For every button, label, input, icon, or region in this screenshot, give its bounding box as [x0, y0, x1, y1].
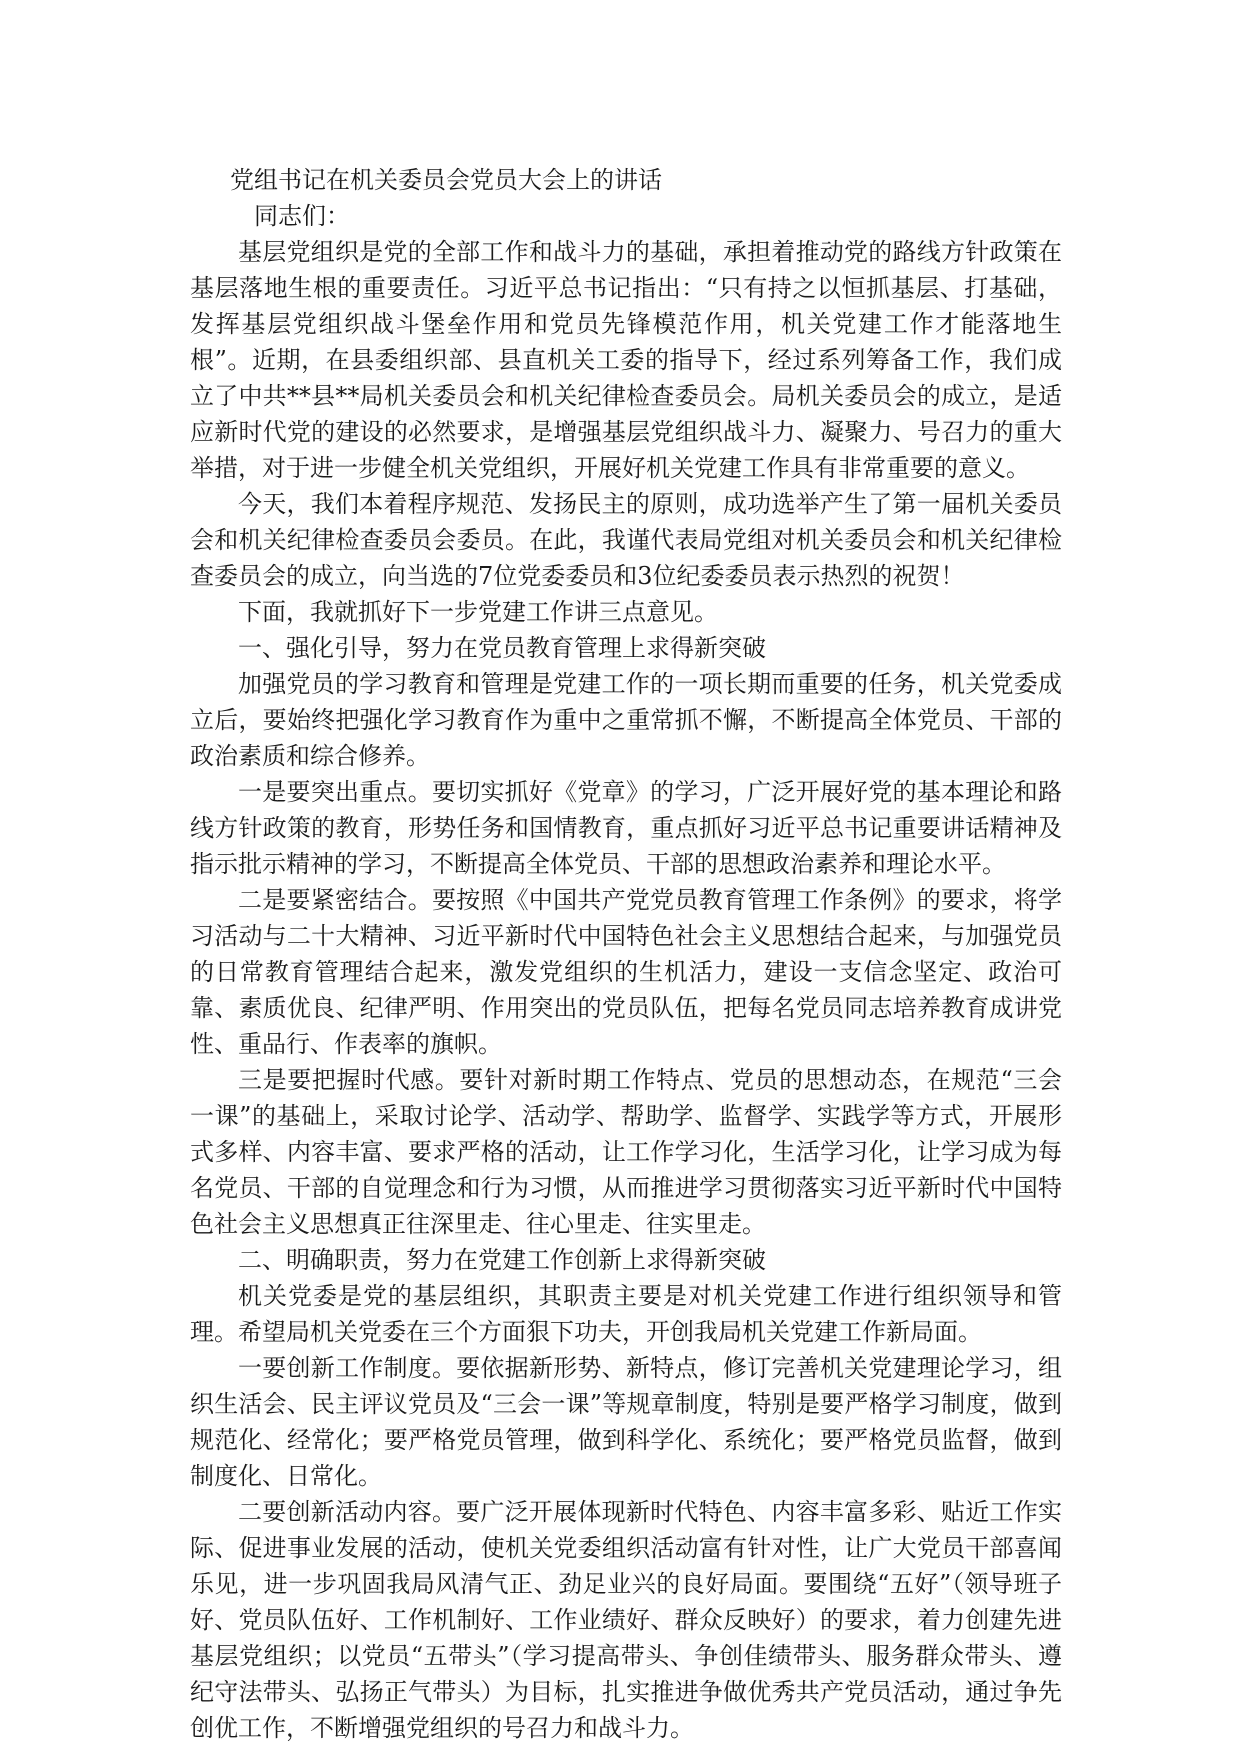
paragraph: 一是要突出重点。要切实抓好《党章》的学习，广泛开展好党的基本理论和路线方针政策的教育，形势任务和国情教育，重点抓好习近平总书记重要讲话精神及指示批示精神的学习，不断提高全体党员、干部的思想政治素养和理论水平。 — [190, 778, 1062, 878]
paragraph: 二要创新活动内容。要广泛开展体现新时代特色、内容丰富多彩、贴近工作实际、促进事业发展的活动，使机关党委组织活动富有针对性，让广大党员干部喜闻乐见，进一步巩固我局风清气正、劲足业兴的良好局面。要围绕“五好”（领导班子好、党员队伍好、工作机制好、工作业绩好、群众反映好）的要求，着力创建先进基层党组织；以党员“五带头”（学习提高带头、争创佳绩带头、服务群众带头、遵纪守法带头、弘扬正气带头）为目标，扎实推进争做优秀共产党员活动，通过争先创优工作，不断增强党组织的号召力和战斗力。 — [190, 1498, 1062, 1742]
document-page — [190, 162, 1062, 1746]
paragraph: 今天，我们本着程序规范、发扬民主的原则，成功选举产生了第一届机关委员会和机关纪律检查委员会委员。在此，我谨代表局党组对机关委员会和机关纪律检查委员会的成立，向当选的7位党委委员和3位纪委委员表示热烈的祝贺！ — [190, 490, 1062, 590]
salutation: 同志们： — [254, 202, 350, 230]
paragraph: 下面，我就抓好下一步党建工作讲三点意见。 — [238, 598, 718, 626]
section-heading: 一、强化引导，努力在党员教育管理上求得新突破 — [238, 634, 766, 662]
paragraph: 机关党委是党的基层组织，其职责主要是对机关党建工作进行组织领导和管理。希望局机关党委在三个方面狠下功夫，开创我局机关党建工作新局面。 — [190, 1282, 1062, 1346]
paragraph: 加强党员的学习教育和管理是党建工作的一项长期而重要的任务，机关党委成立后，要始终把强化学习教育作为重中之重常抓不懈，不断提高全体党员、干部的政治素质和综合修养。 — [190, 670, 1062, 770]
section-heading: 二、明确职责，努力在党建工作创新上求得新突破 — [238, 1246, 766, 1274]
paragraph: 二是要紧密结合。要按照《中国共产党党员教育管理工作条例》的要求，将学习活动与二十大精神、习近平新时代中国特色社会主义思想结合起来，与加强党员的日常教育管理结合起来，激发党组织的生机活力，建设一支信念坚定、政治可靠、素质优良、纪律严明、作用突出的党员队伍，把每名党员同志培养教育成讲党性、重品行、作表率的旗帜。 — [190, 886, 1062, 1058]
paragraph: 基层党组织是党的全部工作和战斗力的基础，承担着推动党的路线方针政策在基层落地生根的重要责任。习近平总书记指出：“只有持之以恒抓基层、打基础，发挥基层党组织战斗堡垒作用和党员先锋模范作用，机关党建工作才能落地生根”。近期，在县委组织部、县直机关工委的指导下，经过系列筹备工作，我们成立了中共**县**局机关委员会和机关纪律检查委员会。局机关委员会的成立，是适应新时代党的建设的必然要求，是增强基层党组织战斗力、凝聚力、号召力的重大举措，对于进一步健全机关党组织，开展好机关党建工作具有非常重要的意义。 — [190, 238, 1062, 482]
paragraph: 一要创新工作制度。要依据新形势、新特点，修订完善机关党建理论学习，组织生活会、民主评议党员及“三会一课”等规章制度，特别是要严格学习制度，做到规范化、经常化；要严格党员管理，做到科学化、系统化；要严格党员监督，做到制度化、日常化。 — [190, 1354, 1062, 1490]
document-title: 党组书记在机关委员会党员大会上的讲话 — [230, 166, 662, 194]
paragraph: 三是要把握时代感。要针对新时期工作特点、党员的思想动态，在规范“三会一课”的基础上，采取讨论学、活动学、帮助学、监督学、实践学等方式，开展形式多样、内容丰富、要求严格的活动，让工作学习化，生活学习化，让学习成为每名党员、干部的自觉理念和行为习惯，从而推进学习贯彻落实习近平新时代中国特色社会主义思想真正往深里走、往心里走、往实里走。 — [190, 1066, 1062, 1238]
